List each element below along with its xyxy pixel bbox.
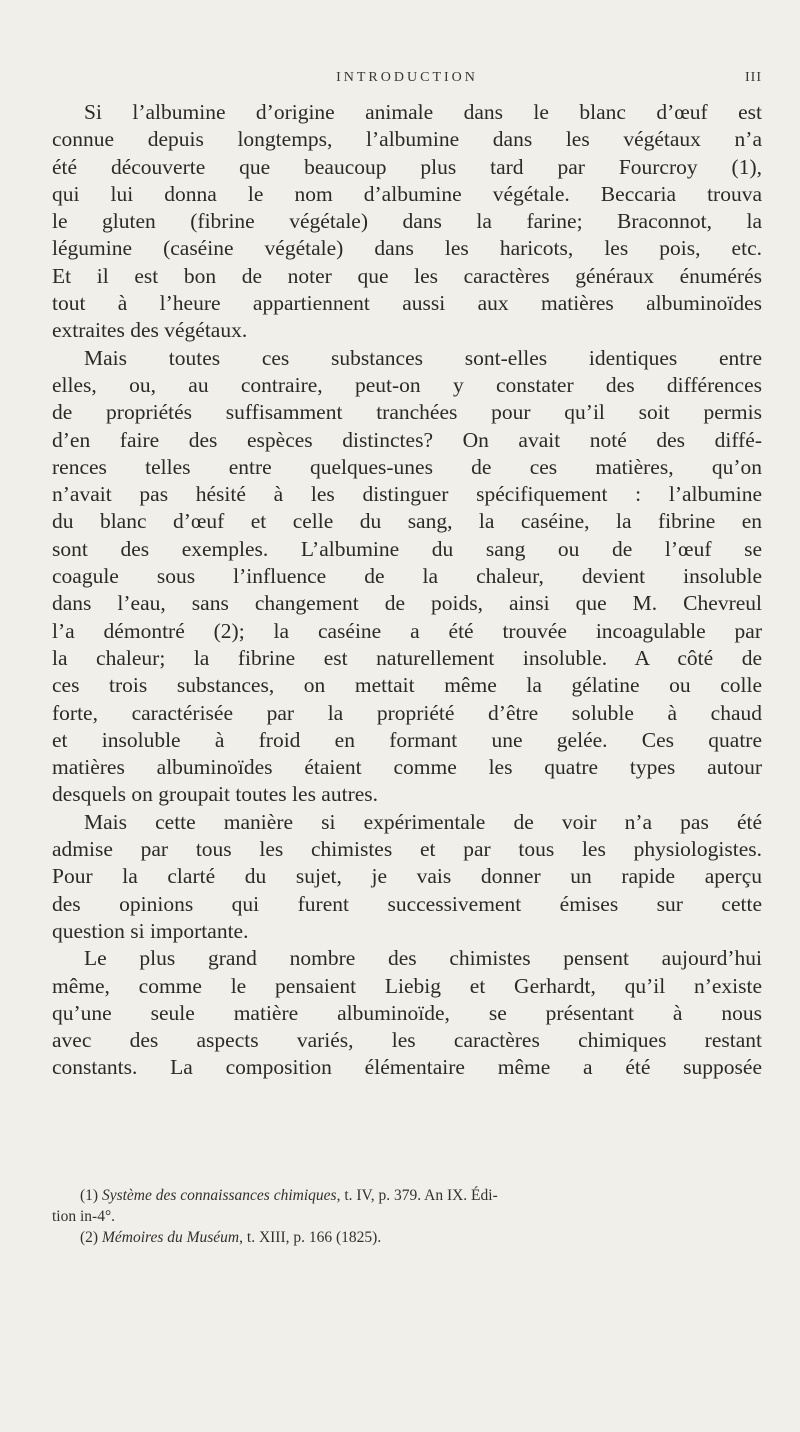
- footnote-1: [52, 1185, 762, 1206]
- text-line: admise par tous les chimistes et par tous les physiologistes.: [52, 837, 762, 862]
- footnote-1-ref: , t. IV, p. 379. An IX. Édi-: [336, 1187, 498, 1204]
- text-line: de propriétés suffisamment tranchées pour qu’il soit permis: [52, 400, 762, 425]
- text-line: et insoluble à froid en formant une gelée. Ces quatre: [52, 727, 762, 752]
- footnote-1-continuation: tion in-4°.: [52, 1208, 116, 1225]
- text-line: forte, caractérisée par la propriété d’être soluble à chaud: [52, 700, 762, 725]
- text-line: Pour la clarté du sujet, je vais donner un rapide aperçu: [52, 864, 762, 889]
- footnote-1-marker: (1): [80, 1187, 99, 1204]
- text-line: matières albuminoïdes étaient comme les quatre types autour: [52, 755, 762, 780]
- text-line: coagule sous l’influence de la chaleur, devient insoluble: [52, 564, 762, 589]
- text-line: l’a démontré (2); la caséine a été trouvée incoagulable par: [52, 618, 762, 643]
- text-line: rences telles entre quelques-unes de ces matières, qu’on: [52, 454, 762, 479]
- footnote-2-title: Mémoires du Muséum: [101, 1229, 240, 1246]
- text-line: extraites des végétaux.: [52, 318, 248, 343]
- text-line: desquels on groupait toutes les autres.: [52, 782, 379, 807]
- text-line: d’en faire des espèces distinctes? On avait noté des diffé-: [52, 427, 762, 452]
- text-line: été découverte que beaucoup plus tard par Fourcroy (1),: [52, 154, 762, 179]
- text-line: connue depuis longtemps, l’albumine dans les végétaux n’a: [52, 127, 762, 152]
- page-header: [52, 70, 762, 94]
- text-line: des opinions qui furent successivement émises sur cette: [52, 891, 762, 916]
- text-line: ces trois substances, on mettait même la gélatine ou colle: [52, 673, 762, 698]
- text-line: question si importante.: [52, 918, 249, 943]
- body-text: [52, 99, 762, 1082]
- footnote-2-ref: , t. XIII, p. 166 (1825).: [239, 1229, 382, 1246]
- text-line: tout à l’heure appartiennent aussi aux matières albuminoïdes: [52, 291, 762, 316]
- text-line: sont des exemples. L’albumine du sang ou de l’œuf se: [52, 536, 762, 561]
- text-line: qui lui donna le nom d’albumine végétale. Beccaria trouva: [52, 181, 762, 206]
- text-line: la chaleur; la fibrine est naturellement insoluble. A côté de: [52, 645, 762, 670]
- text-line: le gluten (fibrine végétale) dans la farine; Braconnot, la: [52, 209, 762, 234]
- footnote-2: [52, 1227, 762, 1248]
- footnote-2-marker: (2): [80, 1229, 99, 1246]
- running-title: INTRODUCTION: [336, 70, 478, 85]
- text-line: Et il est bon de noter que les caractères généraux énumérés: [52, 263, 762, 288]
- footnote-1-title: Système des connaissances chimiques: [101, 1187, 337, 1204]
- text-line: Si l’albumine d’origine animale dans le blanc d’œuf est: [84, 100, 762, 124]
- text-line: elles, ou, au contraire, peut-on y constater des différences: [52, 372, 762, 397]
- text-line: constants. La composition élémentaire même a été supposée: [52, 1055, 762, 1080]
- text-line: Mais cette manière si expérimentale de voir n’a pas été: [84, 809, 762, 834]
- text-line: dans l’eau, sans changement de poids, ainsi que M. Chevreul: [52, 591, 762, 616]
- text-line: Mais toutes ces substances sont-elles identiques entre: [84, 345, 762, 370]
- footnotes: [52, 1185, 762, 1248]
- text-line: du blanc d’œuf et celle du sang, la caséine, la fibrine en: [52, 509, 762, 534]
- text-line: avec des aspects variés, les caractères chimiques restant: [52, 1028, 762, 1053]
- text-line: même, comme le pensaient Liebig et Gerhardt, qu’il n’existe: [52, 973, 762, 998]
- page-number: III: [745, 70, 762, 85]
- text-line: Le plus grand nombre des chimistes pensent aujourd’hui: [84, 946, 762, 971]
- text-line: légumine (caséine végétale) dans les haricots, les pois, etc.: [52, 236, 762, 261]
- text-line: n’avait pas hésité à les distinguer spécifiquement : l’albumine: [52, 482, 762, 507]
- text-line: qu’une seule matière albuminoïde, se présentant à nous: [52, 1000, 762, 1025]
